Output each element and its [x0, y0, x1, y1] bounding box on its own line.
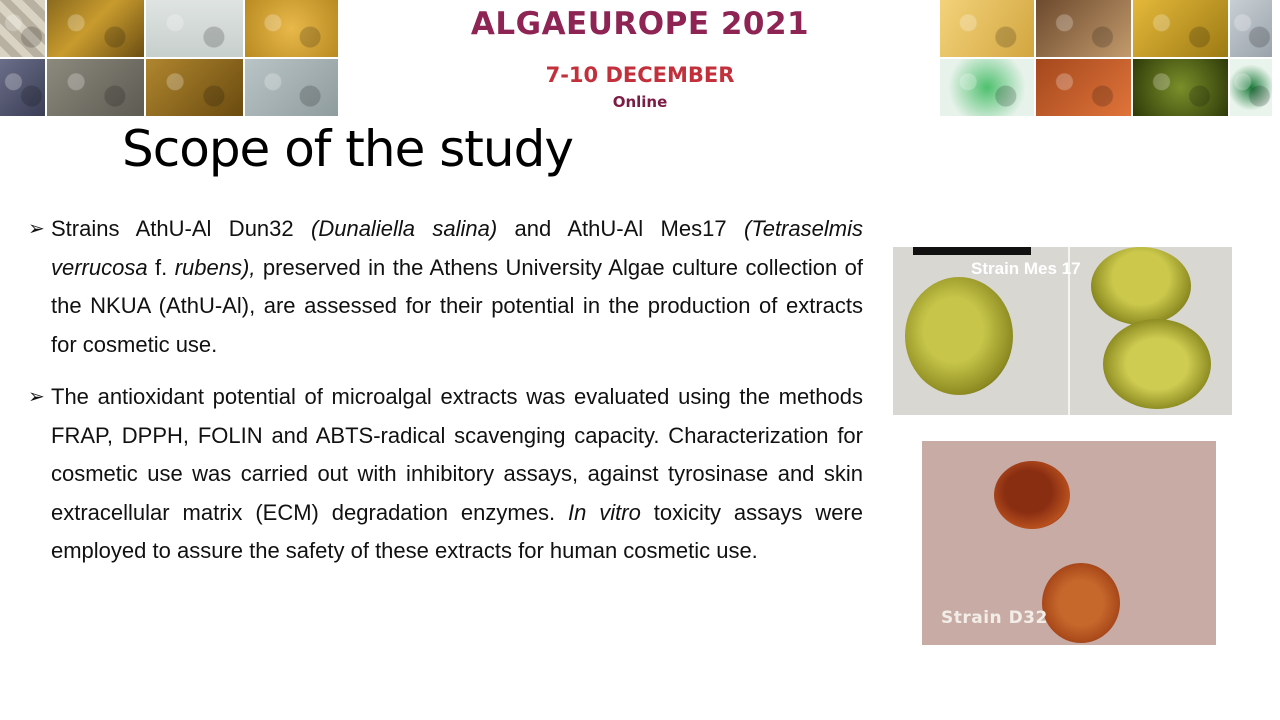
bullet-text: and AthU-Al Mes17 — [497, 216, 744, 241]
bullet-text: f. — [147, 254, 175, 280]
bullet-text: The antioxidant potential of microalgal extracts was evaluated using the methods FRAP, DPPH, FOLIN and ABTS-radical scavenging capacity. Characterization for cosmetic use was carried out with inhibitory assays, against tyrosinase and skin extracellular matrix (ECM) degradation enzymes. — [51, 384, 863, 525]
algae-image-tile — [940, 59, 1034, 116]
banner-mosaic-right — [940, 0, 1280, 116]
algae-image-tile — [1036, 0, 1131, 57]
species-name: rubens), — [174, 254, 256, 280]
algae-image-tile — [1036, 59, 1131, 116]
micrograph-strain-d32 — [922, 441, 1216, 645]
conference-dates: 7-10 DECEMBER — [545, 63, 735, 87]
species-name: (Tetraselmis verrucosa — [51, 216, 863, 280]
bullet-text: preserved in the Athens University Algae culture collection of the NKUA (AthU-Al), are assessed for their potential in the production of extracts for cosmetic use. — [51, 254, 864, 357]
algae-image-tile — [1133, 0, 1228, 57]
algae-image-tile — [47, 59, 144, 116]
strain-mes-label: Strain Mes 17 — [971, 259, 1081, 278]
conference-mode: Online — [612, 93, 668, 111]
bullet-list — [28, 210, 863, 571]
species-name: (Dunaliella salina) — [311, 216, 498, 241]
algae-image-tile — [245, 59, 338, 116]
bullet-item-strains — [28, 210, 863, 364]
bullet-text: Strains AthU-Al Dun32 — [51, 216, 312, 241]
algal-cell — [905, 277, 1013, 395]
emphasis-text: In vitro — [568, 499, 641, 525]
algae-image-tile — [1133, 59, 1228, 116]
strain-d32-label: Strain D32 — [941, 608, 1048, 628]
bullet-text: toxicity assays were employed to assure the safety of these extracts for human cosmetic use. — [51, 499, 863, 563]
algal-cell — [1091, 247, 1191, 325]
algae-image-tile — [245, 0, 338, 57]
scale-bar — [913, 247, 1031, 255]
algal-cell — [1042, 563, 1120, 643]
algal-cell — [1103, 319, 1211, 409]
bullet-item-methods — [28, 378, 863, 571]
algae-image-tile — [47, 0, 144, 57]
algae-image-tile — [0, 59, 45, 116]
bullet-arrow-icon: ➢ — [28, 218, 45, 240]
bullet-arrow-icon: ➢ — [28, 386, 45, 408]
banner-mosaic-left — [0, 0, 340, 116]
conference-title: ALGAEUROPE 2021 — [470, 6, 810, 42]
algal-cell — [994, 461, 1070, 529]
page-title: Scope of the study — [122, 120, 573, 178]
algae-image-tile — [146, 59, 243, 116]
algae-image-tile — [146, 0, 243, 57]
algae-image-tile — [940, 0, 1034, 57]
algae-image-tile — [1230, 0, 1272, 57]
algae-image-tile — [1230, 59, 1272, 116]
micrograph-strain-mes17 — [893, 247, 1232, 415]
algae-image-tile — [0, 0, 45, 57]
